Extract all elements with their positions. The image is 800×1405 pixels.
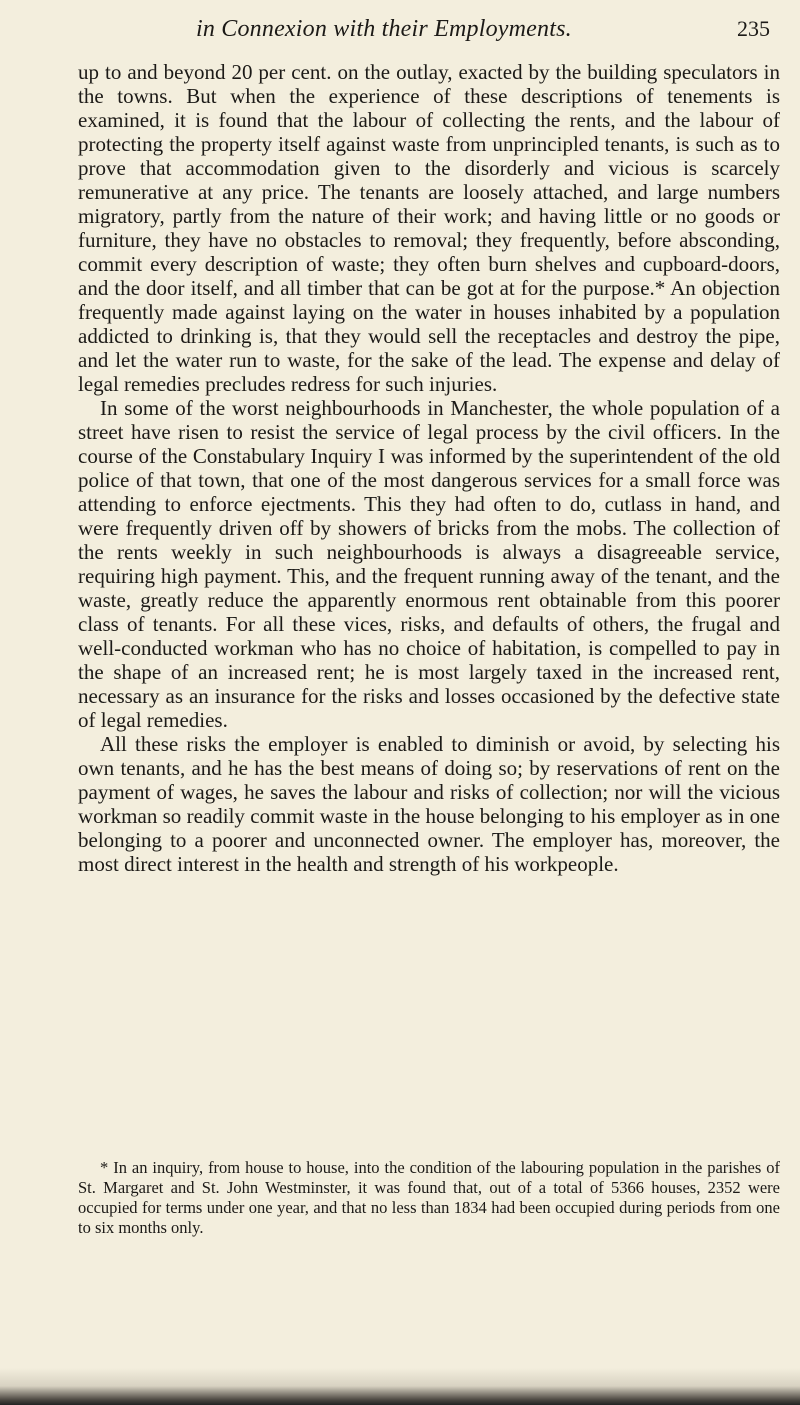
running-title: in Connexion with their Employments. [196, 16, 572, 42]
body-text [78, 60, 780, 876]
page-number: 235 [737, 16, 770, 41]
paragraph-3: All these risks the employer is enabled to diminish or avoid, by selecting his own tenants, and he has the best means of doing so; by reservations of rent on the payment of wages, he saves the labour and risks of collection; nor will the vicious workman so readily commit waste in the house belonging to his employer as in one belonging to a poorer and unconnected owner. The employer has, moreover, the most direct interest in the health and strength of his workpeople. [78, 732, 780, 876]
page-bottom-edge [0, 1368, 800, 1405]
footnote: * In an inquiry, from house to house, into the condition of the labouring population in the parishes of St. Margaret and St. John Westminster, it was found that, out of a total of 5366 houses, 2352 were occupied for terms under one year, and that no less than 1834 had been occupied during periods from one to six months only. [78, 1158, 780, 1237]
running-head [0, 14, 800, 54]
paragraph-2: In some of the worst neighbourhoods in Manchester, the whole population of a street have risen to resist the service of legal process by the civil officers. In the course of the Constabulary Inquiry I was informed by the superintendent of the old police of that town, that one of the most dangerous services for a small force was attending to enforce ejectments. This they had often to do, cutlass in hand, and were frequently driven off by showers of bricks from the mobs. The collection of the rents weekly in such neighbourhoods is always a disagreeable service, requiring high payment. This, and the frequent running away of the tenant, and the waste, greatly reduce the apparently enormous rent obtainable from this poorer class of tenants. For all these vices, risks, and defaults of others, the frugal and well-conducted workman who has no choice of habitation, is compelled to pay in the shape of an increased rent; he is most largely taxed in the increased rent, necessary as an insurance for the risks and losses occasioned by the defective state of legal remedies. [78, 396, 780, 732]
footnote-block [78, 1158, 780, 1238]
paragraph-1: up to and beyond 20 per cent. on the outlay, exacted by the building speculators in the towns. But when the experience of these descriptions of tenements is examined, it is found that the labour of collecting the rents, and the labour of protecting the property itself against waste from unprincipled tenants, is such as to prove that accommodation given to the disorderly and vicious is scarcely remunerative at any price. The tenants are loosely attached, and large numbers migratory, partly from the nature of their work; and having little or no goods or furniture, they have no obstacles to removal; they frequently, before absconding, commit every description of waste; they often burn shelves and cupboard-doors, and the door itself, and all timber that can be got at for the purpose.* An objection frequently made against laying on the water in houses inhabited by a population addicted to drinking is, that they would sell the receptacles and destroy the pipe, and let the water run to waste, for the sake of the lead. The expense and delay of legal remedies precludes redress for such injuries. [78, 60, 780, 396]
